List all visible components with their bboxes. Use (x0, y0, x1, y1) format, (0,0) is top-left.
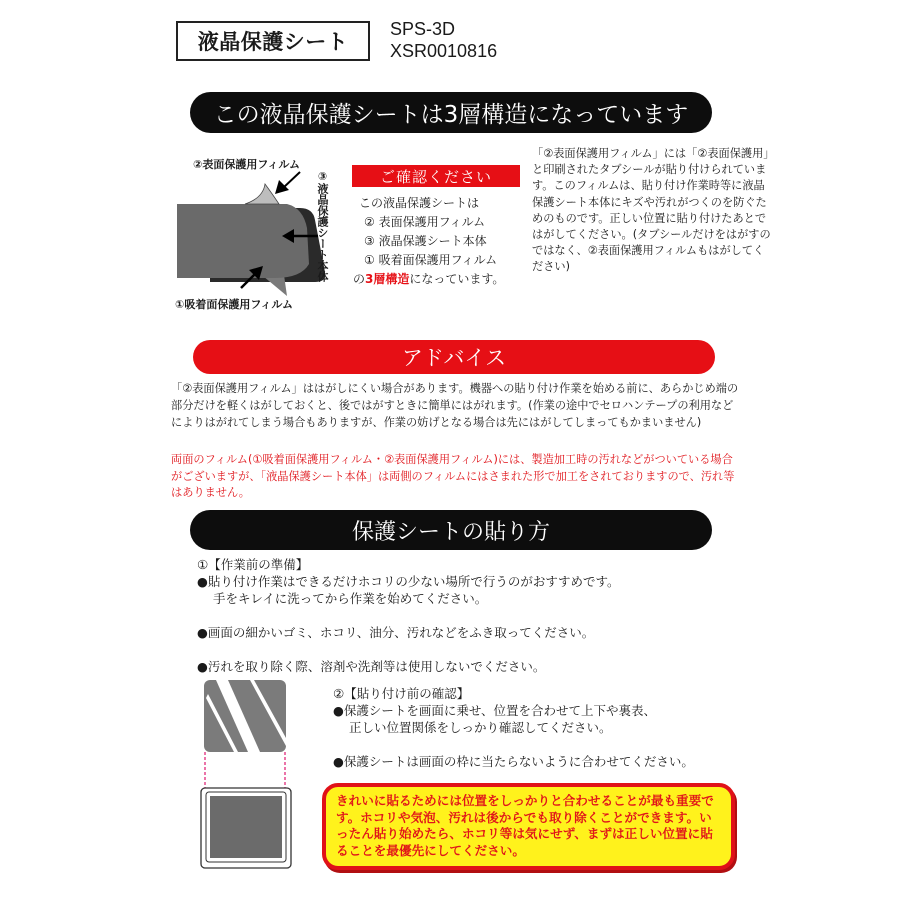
step2-check (333, 685, 753, 770)
confirm-line-last (353, 270, 528, 289)
sku-code: XSR0010816 (390, 41, 498, 61)
important-callout: きれいに貼るためには位置をしっかりと合わせることが最も重要です。ホコリや気泡、汚れは後からでも取り除くことができます。いったん貼り始めたら、ホコリ等は気にせず、まずは正しい位置に貼ることを最優先にしてください。 (322, 783, 735, 870)
confirm-prefix: の (353, 272, 366, 286)
arrow-left-icon (280, 226, 320, 246)
label-surface-film: ②表面保護用フィルム (193, 158, 300, 171)
step1-bullet: ●貼り付け作業はできるだけホコリの少ない場所で行うのがおすすめです。 (197, 574, 620, 589)
confirm-line: ① 吸着面保護用フィルム (364, 253, 498, 267)
confirm-line: この液晶保護シートは (359, 196, 480, 210)
tab-seal-note: 「②表面保護用フィルム」には「②表面保護用」と印刷されたタブシールが貼り付けられています。このフィルムは、貼り付け作業時等に液晶保護シート本体にキズや汚れがつくのを防ぐためのものです。正しい位置に貼り付けたあとではがしてください。(タブシールだけをはがすのではなく、②表面保護用フィルムもはがしてください) (532, 147, 771, 274)
step2-heading: ②【貼り付け前の確認】 (333, 686, 470, 701)
confirm-tag: ご確認ください (352, 165, 520, 187)
product-title: 液晶保護シート (176, 21, 370, 61)
confirm-line: ③ 液晶保護シート本体 (364, 234, 487, 248)
label-adhesive-film: ①吸着面保護用フィルム (175, 298, 293, 311)
advice-warning: 両面のフィルム(①吸着面保護用フィルム・②表面保護用フィルム)には、製造加工時の汚れなどがついている場合がございますが、「液晶保護シート本体」は両側のフィルムにはさまれた形で加工をされておりますので、汚れ等はありません。 (171, 453, 735, 499)
label-sheet-body: ③液晶保護シート本体 (316, 170, 329, 282)
advice-banner: アドバイス (193, 340, 715, 374)
model-code: SPS-3D (390, 19, 456, 39)
how-to-apply-banner: 保護シートの貼り方 (190, 510, 712, 550)
step1-bullet: ●画面の細かいゴミ、ホコリ、油分、汚れなどをふき取ってください。 (197, 625, 595, 640)
confirm-list (353, 194, 528, 289)
confirm-suffix: になっています。 (409, 272, 505, 286)
step2-bullet: ●保護シートは画面の枠に当たらないように合わせてください。 (333, 754, 694, 769)
arrow-up-right-icon (237, 262, 267, 290)
advice-text: 「②表面保護用フィルム」ははがしにくい場合があります。機器への貼り付け作業を始める前に、あらかじめ端の部分だけを軽くはがしておくと、後ではがすときに簡単にはがれます。(作業の途中でセロハンテープの利用などによりはがれてしまう場合もありますが、作業の妨げとなる場合は先にはがしてしまってもかまいません) (171, 382, 739, 430)
three-layer-banner: この液晶保護シートは3層構造になっています (190, 92, 712, 133)
sheet-alignment-illustration-icon (198, 676, 294, 872)
step1-heading: ①【作業前の準備】 (197, 557, 309, 572)
step2-bullet: ●保護シートを画面に乗せ、位置を合わせて上下や裏表、 (333, 703, 657, 718)
model-info (390, 18, 497, 62)
three-layer-highlight: 3層構造 (365, 272, 410, 286)
step1-prep (197, 556, 717, 675)
step1-bullet-cont: 手をキレイに洗ってから作業を始めてください。 (213, 591, 488, 606)
confirm-line: ② 表面保護用フィルム (364, 215, 486, 229)
step2-bullet-cont: 正しい位置関係をしっかり確認してください。 (349, 720, 612, 735)
step1-bullet: ●汚れを取り除く際、溶剤や洗剤等は使用しないでください。 (197, 659, 546, 674)
